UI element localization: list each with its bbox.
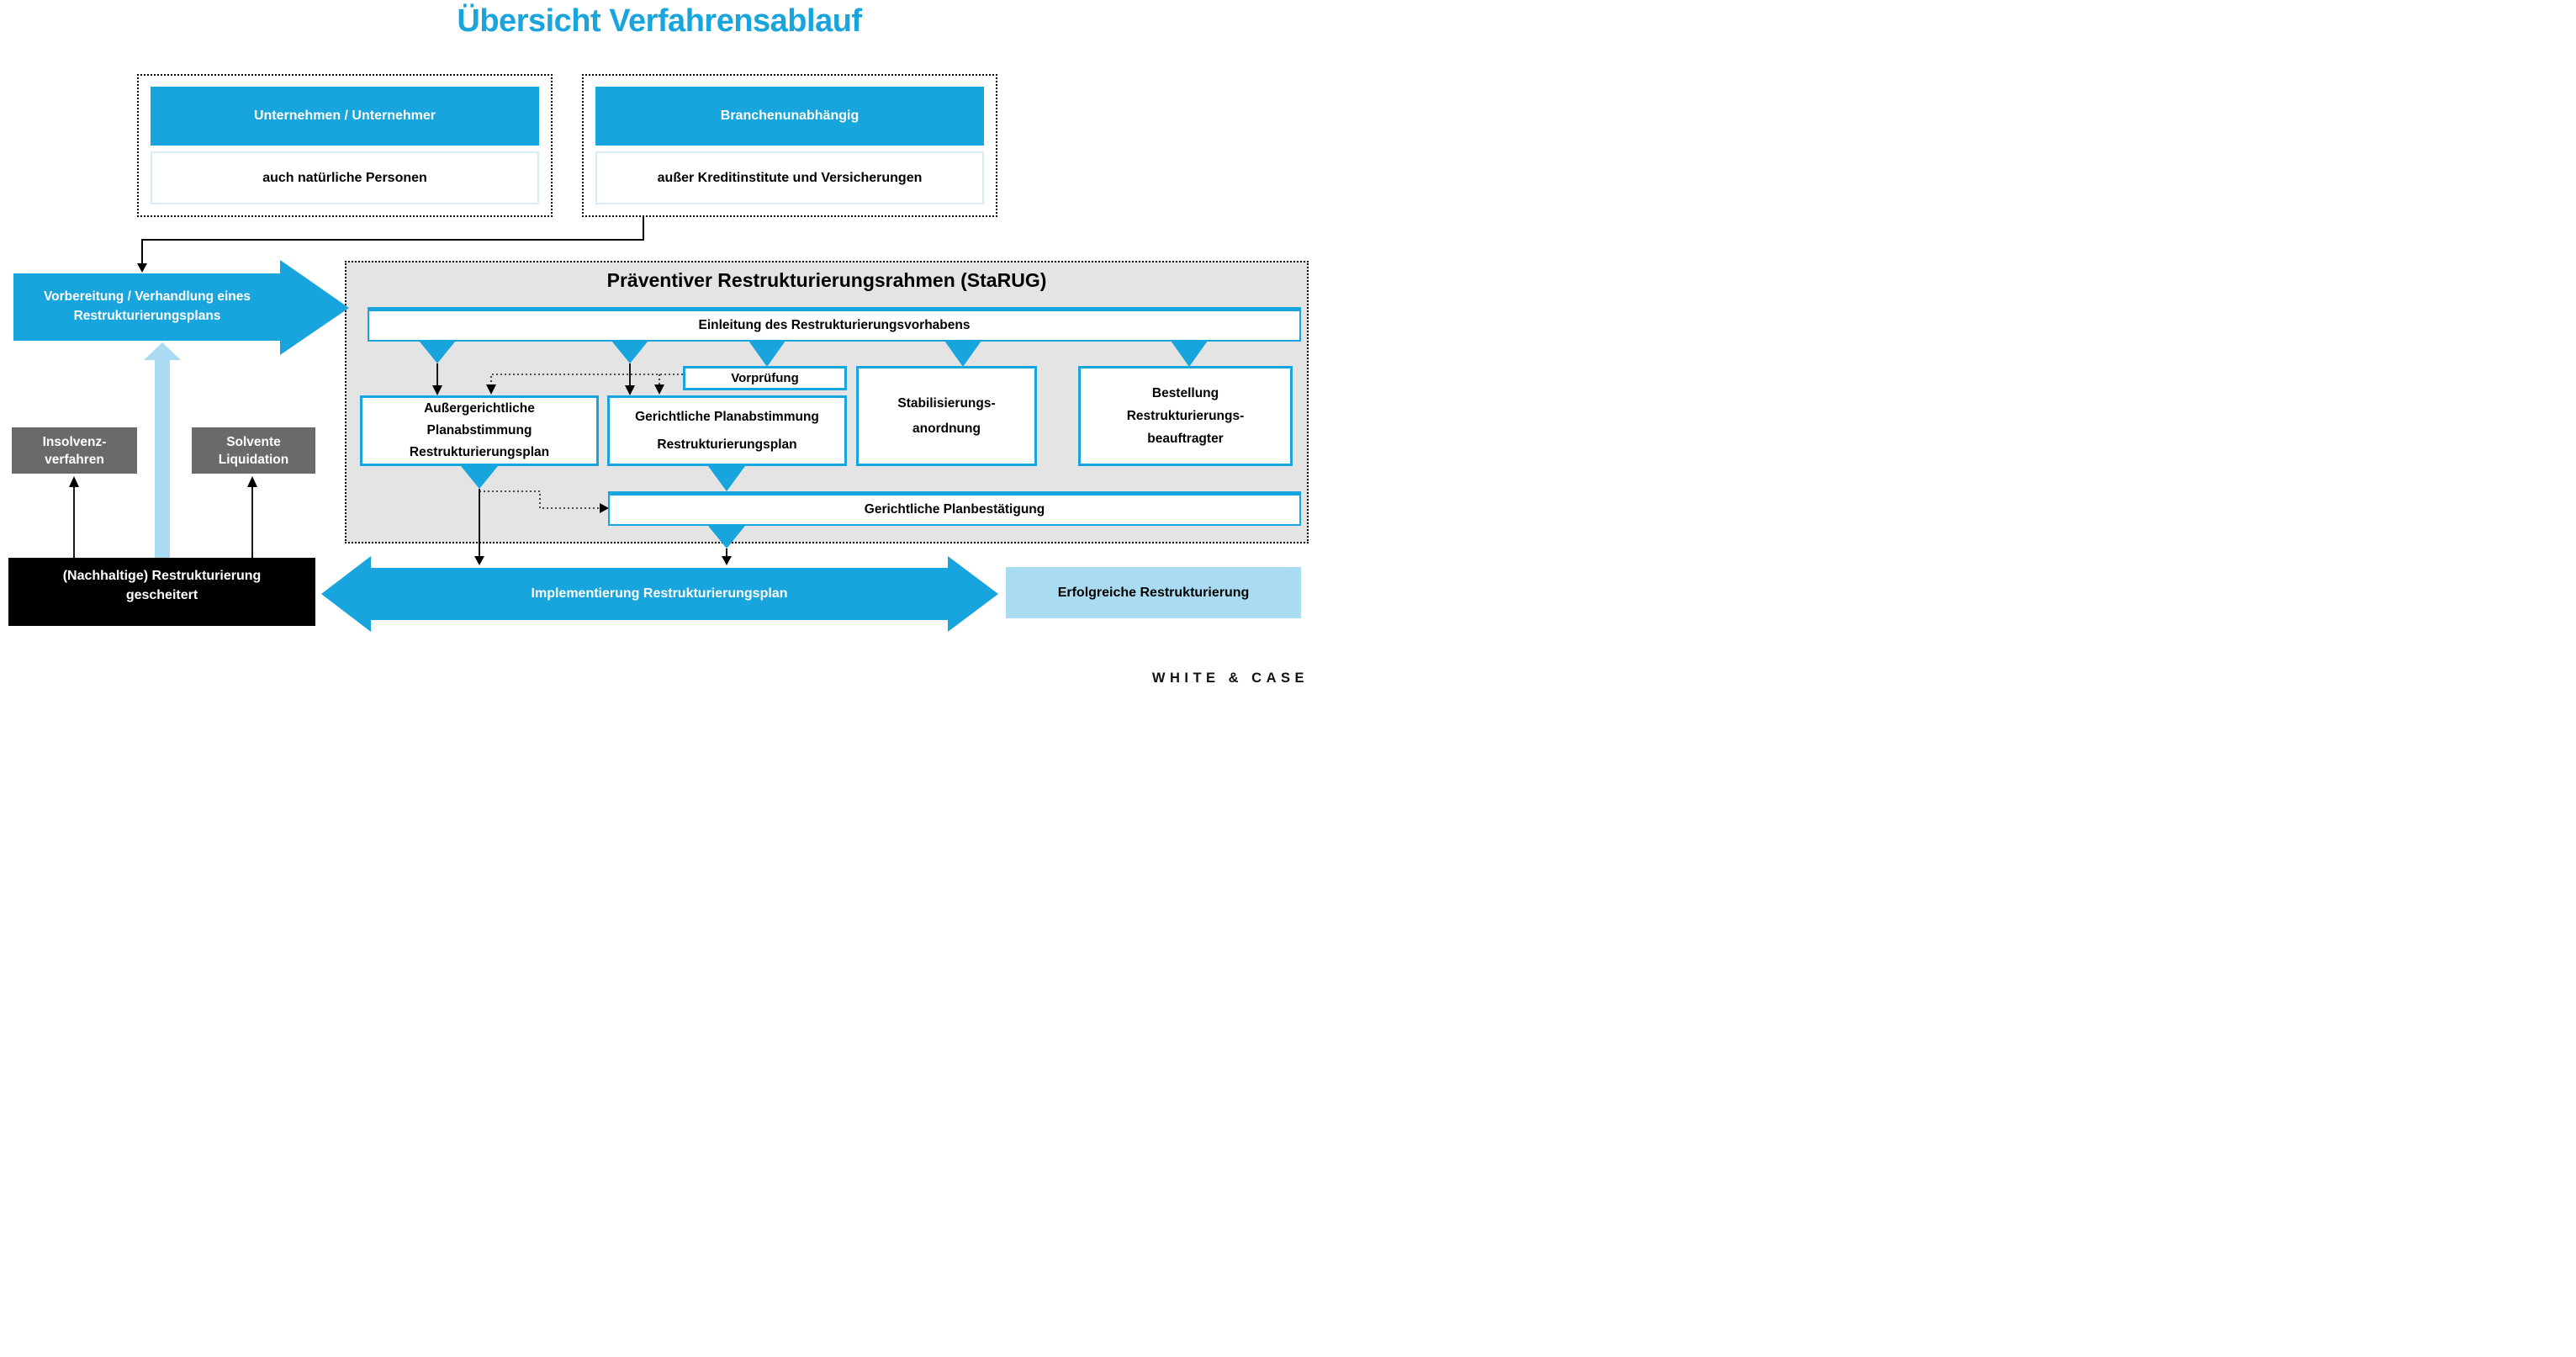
container-unternehmen — [137, 74, 553, 217]
funnel-2 — [611, 341, 648, 363]
box-vorpruefung: Vorprüfung — [683, 366, 847, 390]
box-solvente-liquidation — [192, 427, 315, 474]
header-branchenunabhaengig: Branchenunabhängig — [595, 87, 984, 146]
funnel-ausser-out — [461, 466, 498, 489]
container-branche — [582, 74, 997, 217]
gescheitert-line2: gescheitert — [125, 587, 198, 602]
arrowhead-gerichtlich — [625, 385, 635, 395]
subbox-natuerliche-personen: auch natürliche Personen — [151, 151, 539, 204]
arrowhead-down-prep — [137, 263, 147, 273]
ausser-line1: Außergerichtliche — [424, 401, 535, 416]
starug-panel-title: Präventiver Restrukturierungsrahmen (StaRUG) — [606, 269, 1047, 291]
white-and-case-logo: WHITE & CASE — [1151, 671, 1309, 686]
gerichtlich-line1: Gerichtliche Planabstimmung — [635, 410, 819, 424]
insolvenz-line1: Insolvenz- — [42, 434, 107, 449]
stabilisierung-line1: Stabilisierungs- — [897, 395, 996, 411]
diagram-canvas — [0, 0, 1319, 695]
box-restrukturierung-gescheitert — [8, 558, 315, 626]
solvente-line1: Solvente — [226, 434, 281, 449]
retry-up-arrow — [144, 342, 181, 558]
page-title: Übersicht Verfahrensablauf — [457, 3, 862, 39]
funnel-5 — [1171, 341, 1208, 367]
dotted-vorpruefung-to-ausser — [491, 374, 683, 384]
subbox-ausser-kreditinstitute: außer Kreditinstitute und Versicherungen — [595, 151, 984, 204]
box-stabilisierungsanordnung — [856, 366, 1037, 466]
box-erfolgreiche-restrukturierung: Erfolgreiche Restrukturierung — [1006, 567, 1301, 618]
gescheitert-line1: (Nachhaltige) Restrukturierung — [62, 568, 262, 583]
insolvenz-line2: verfahren — [45, 452, 104, 467]
bestellung-line1: Bestellung — [1151, 386, 1219, 400]
connector-top-elbow — [142, 217, 643, 264]
bestellung-line2: Restrukturierungs- — [1126, 409, 1245, 423]
bestellung-line3: beauftragter — [1147, 432, 1224, 446]
ausser-line2: Planabstimmung — [426, 423, 532, 437]
box-gerichtliche-planabstimmung — [607, 395, 847, 466]
dotted-ausser-to-planbestaetigung — [479, 491, 600, 508]
box-aussergerichtliche-planabstimmung — [360, 395, 599, 466]
box-insolvenzverfahren — [12, 427, 137, 474]
bar-planbestaetigung: Gerichtliche Planbestätigung — [608, 491, 1301, 526]
funnel-planbestaetigung-out — [708, 526, 745, 549]
arrowhead-dotted-ausser — [486, 384, 496, 395]
prep-arrow-line2: Restrukturierungsplans — [73, 309, 221, 323]
ausser-line3: Restrukturierungsplan — [409, 445, 550, 459]
arrowhead-dotted-gerichtlich — [654, 384, 664, 395]
box-bestellung-beauftragter — [1078, 366, 1293, 466]
gerichtlich-line2: Restrukturierungsplan — [657, 437, 797, 452]
solvente-line2: Liquidation — [218, 452, 289, 467]
implementation-arrow-label: Implementierung Restrukturierungsplan — [531, 586, 788, 601]
stabilisierung-line2: anordnung — [912, 421, 981, 436]
funnel-3 — [748, 341, 785, 367]
header-unternehmen: Unternehmen / Unternehmer — [151, 87, 539, 146]
prep-arrow-line1: Vorbereitung / Verhandlung eines — [43, 289, 251, 304]
arrowhead-impl-right — [722, 556, 732, 565]
prep-arrow-label — [13, 273, 281, 340]
funnel-1 — [419, 341, 456, 363]
bar-einleitung: Einleitung des Restrukturierungsvorhabens — [368, 307, 1301, 342]
arrowhead-impl-left — [474, 556, 484, 565]
funnel-4 — [944, 341, 981, 367]
funnel-gerichtlich-out — [708, 466, 745, 491]
arrowhead-ausser — [432, 385, 442, 395]
arrowhead-solvente — [247, 476, 257, 487]
arrowhead-insolvenz — [69, 476, 79, 487]
